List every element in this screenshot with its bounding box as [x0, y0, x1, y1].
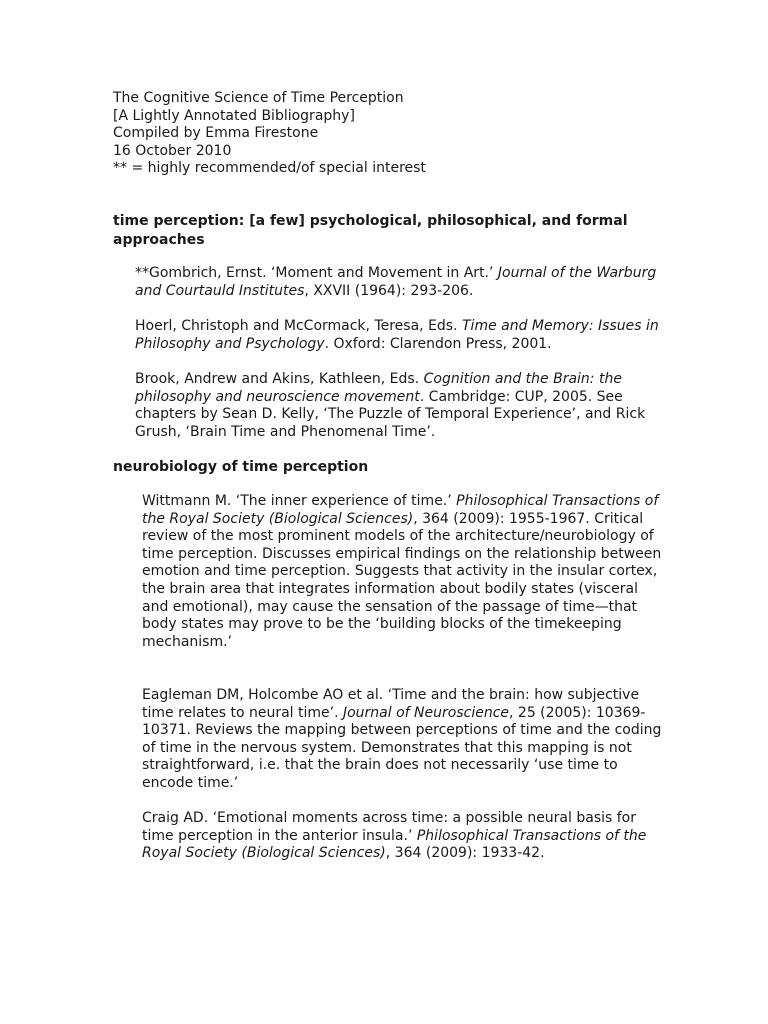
section-heading: time perception: [a few] psychological, philosophical, and formal approaches: [113, 213, 628, 248]
entry-details: . Oxford: Clarendon Press, 2001.: [324, 335, 552, 352]
document-header: [113, 90, 673, 178]
entry-citation: Craig AD. ‘Emotional moments across time: a possible neural basis for time perception in the anterior insula.’: [142, 810, 636, 844]
entry-journal: Journal of the Warburg and Courtauld Institutes: [135, 265, 657, 299]
entry-citation: Hoerl, Christoph and McCormack, Teresa, Eds.: [135, 318, 462, 334]
entry-journal: Journal of Neuroscience: [342, 704, 510, 721]
entry-citation: Eagleman DM, Holcombe AO et al. ‘Time and the brain: how subjective time relates to neural time’.: [142, 687, 640, 721]
entry-details: , 364 (2009): 1955-1967. Critical review of the most prominent models of the architecture/neurobiology of time perception. Discusses empirical findings on the relationship between emotion and time perception. Suggests that activity in the insular cortex, the brain area that integrates information about bodily states (visceral and emotional), may cause the sensation of the passage of time—that body states may prove to be the ‘building blocks of the timekeeping mechanism.’: [142, 510, 662, 650]
entry-journal: Philosophical Transactions of the Royal Society (Biological Sciences): [142, 493, 659, 527]
bibliography-entry: [135, 318, 675, 353]
section-heading: neurobiology of time perception: [113, 459, 369, 475]
document-subtitle: [A Lightly Annotated Bibliography]: [113, 107, 355, 124]
entry-citation: **Gombrich, Ernst. ‘Moment and Movement in Art.’: [135, 265, 498, 281]
entry-details: , 364 (2009): 1933-42.: [385, 845, 545, 862]
entry-journal: Cognition and the Brain: the philosophy and neuroscience movement: [135, 371, 622, 405]
entry-details: . Cambridge: CUP, 2005. See chapters by Sean D. Kelly, ‘The Puzzle of Temporal Experience’, and Rick Grush, ‘Brain Time and Phenomenal Time’.: [135, 388, 646, 440]
entry-details: , XXVII (1964): 293-206.: [304, 282, 474, 299]
entry-details: , 25 (2005): 10369-10371. Reviews the mapping between perceptions of time and the coding of time in the nervous system. Demonstrates that this mapping is not straightforward, i.e. that the brain does not necessarily ‘use time to encode time.’: [142, 704, 662, 791]
bibliography-entry: [135, 371, 675, 441]
bibliography-entry: [142, 687, 662, 793]
entry-citation: Wittmann M. ‘The inner experience of time.’: [142, 493, 457, 509]
bibliography-entry: [142, 493, 662, 651]
document-compiler: Compiled by Emma Firestone: [113, 125, 319, 142]
document-date: 16 October 2010: [113, 142, 232, 159]
entry-citation: Brook, Andrew and Akins, Kathleen, Eds.: [135, 371, 424, 387]
bibliography-entry: [142, 810, 662, 863]
entry-journal: Time and Memory: Issues in Philosophy and Psychology: [135, 318, 659, 352]
bibliography-entry: [135, 265, 675, 300]
document-title: The Cognitive Science of Time Perception: [113, 90, 404, 106]
document-legend: ** = highly recommended/of special interest: [113, 160, 426, 177]
entry-journal: Philosophical Transactions of the Royal Society (Biological Sciences): [142, 827, 647, 862]
